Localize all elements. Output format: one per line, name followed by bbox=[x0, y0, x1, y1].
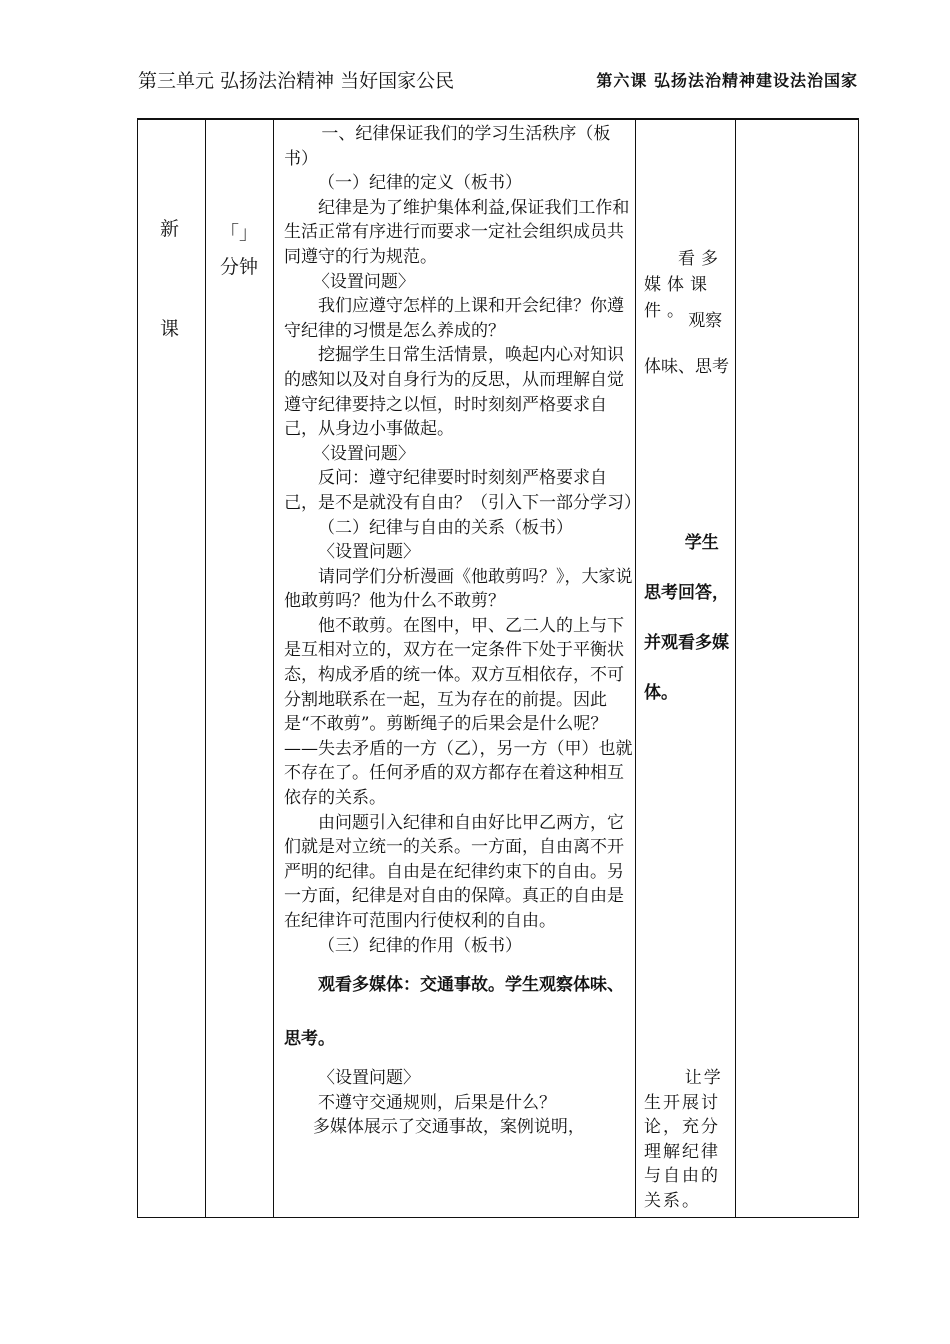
subheading-2: （二）纪律与自由的关系（板书） bbox=[318, 517, 573, 538]
time-unit: 分钟 bbox=[220, 256, 259, 278]
paragraph-reflection: 挖掘学生日常生活情景，唤起内心对知识的感知以及对自身行为的反思，从而理解自觉遵守纪律要持之以恒，时时刻刻严格要求自己，从身边小事做起。 bbox=[284, 345, 624, 440]
header-unit-title: 第三单元 弘扬法治精神 当好国家公民 bbox=[138, 70, 455, 92]
question-tag-2: 〈设置问题〉 bbox=[312, 443, 415, 464]
activity-note-1-observe: 观察体味、思考 bbox=[644, 311, 729, 377]
table-divider-1 bbox=[205, 120, 206, 1218]
question-tag-3: 〈设置问题〉 bbox=[318, 542, 420, 563]
heading-1: 一、纪律保证我们的学习生活秩序（板书） bbox=[284, 124, 611, 169]
time-cell bbox=[220, 216, 270, 284]
table-divider-2 bbox=[273, 120, 274, 1218]
activity-note-2: 学生思考回答，并观看多媒体。 bbox=[644, 533, 729, 703]
question-tag-1: 〈设置问题〉 bbox=[312, 271, 415, 292]
section-char-1: 新 bbox=[160, 218, 180, 240]
paragraph-question-1: 我们应遵守怎样的上课和开会纪律？你遵守纪律的习惯是怎么养成的？ bbox=[284, 296, 624, 341]
table-divider-3 bbox=[635, 120, 636, 1218]
paragraph-media: 观看多媒体：交通事故。学生观察体味、思考。 bbox=[284, 975, 624, 1050]
time-bracket: 「」 bbox=[220, 222, 259, 244]
paragraph-question-2: 反问：遵守纪律要时时刻刻严格要求自己，是不是就没有自由？（引入下一部分学习） bbox=[284, 468, 641, 513]
subheading-3: （三）纪律的作用（板书） bbox=[318, 935, 522, 956]
subheading-1: （一）纪律的定义（板书） bbox=[318, 173, 522, 194]
table-divider-4 bbox=[735, 120, 736, 1218]
paragraph-definition: 纪律是为了维护集体利益,保证我们工作和生活正常有序进行而要求一定社会组织成员共同遵守的行为规范。 bbox=[284, 197, 630, 267]
teaching-content bbox=[284, 122, 641, 1140]
paragraph-case: 多媒体展示了交通事故，案例说明， bbox=[312, 1117, 585, 1138]
page-header bbox=[138, 66, 858, 96]
section-char-2: 课 bbox=[160, 318, 180, 340]
paragraph-question-3: 不遵守交通规则，后果是什么？ bbox=[318, 1092, 556, 1113]
activity-note-1: 看多媒体课件。 bbox=[644, 249, 724, 321]
activity-note-3: 让学生开展讨论，充分理解纪律与自由的关系。 bbox=[644, 1068, 723, 1211]
question-tag-4: 〈设置问题〉 bbox=[318, 1068, 420, 1089]
paragraph-comic: 请同学们分析漫画《他敢剪吗？》，大家说他敢剪吗？他为什么不敢剪？ bbox=[284, 566, 633, 612]
paragraph-analysis: 他不敢剪。在图中，甲、乙二人的上与下是互相对立的，双方在一定条件下处于平衡状态，构成矛盾的统一体。双方互相依存，不可分割地联系在一起，互为存在的前提。因此是“不敢剪”。剪断绳子的后果会是什么呢？——失去矛盾的一方（乙），另一方（甲）也就不存在了。任何矛盾的双方都存在着这种相互依存的关系。 bbox=[284, 615, 633, 809]
section-label bbox=[160, 214, 190, 414]
header-lesson-title: 第六课 弘扬法治精神建设法治国家 bbox=[596, 71, 858, 90]
paragraph-relation: 由问题引入纪律和自由好比甲乙两方，它们就是对立统一的关系。一方面，自由离不开严明的纪律。自由是在纪律约束下的自由。另一方面，纪律是对自由的保障。真正的自由是在纪律许可范围内行使权利的自由。 bbox=[284, 812, 624, 931]
